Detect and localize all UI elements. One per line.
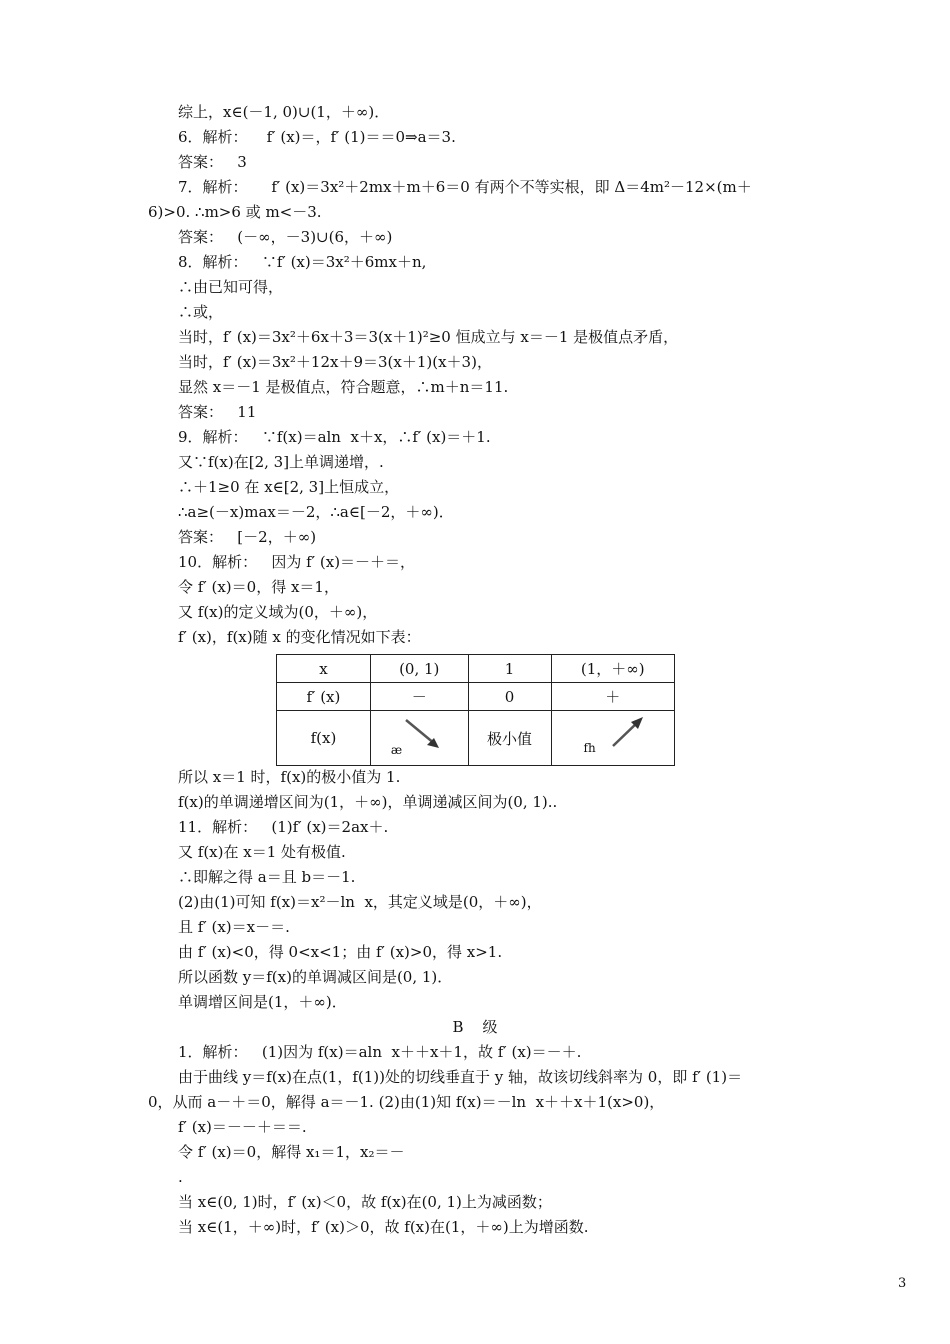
increasing-arrow-icon (610, 715, 646, 749)
table-cell: 1 (468, 655, 551, 683)
table-cell: (1，＋∞) (551, 655, 675, 683)
text-line: 8．解析： ∵f′ (x)＝3x²＋6mx＋n, (178, 253, 427, 271)
text-line: 当时，f′ (x)＝3x²＋12x＋9＝3(x＋1)(x＋3)， (178, 353, 492, 371)
text-line: (2)由(1)可知 f(x)＝x²－ln x，其定义域是(0，＋∞)， (178, 893, 542, 911)
table-cell: f′ (x) (277, 683, 371, 711)
text-line: 单调增区间是(1，＋∞)． (178, 993, 347, 1011)
table-cell: (0, 1) (370, 655, 468, 683)
text-line: 又 f(x)在 x＝1 处有极值. (178, 843, 346, 861)
text-line: f′ (x)＝－－＋＝＝. (178, 1118, 307, 1136)
text-line: 1．解析： (1)因为 f(x)＝aln x＋＋x＋1，故 f′ (x)＝－＋. (178, 1043, 582, 1061)
text-line: 6)>0. ∴m>6 或 m<－3. (148, 203, 322, 221)
text-line: 答案： 11 (178, 403, 257, 421)
text-line: ∴或， (178, 303, 224, 321)
table-cell: f(x) (277, 711, 371, 766)
text-line: f(x)的单调递增区间为(1，＋∞)，单调递减区间为(0, 1).. (178, 793, 558, 811)
text-line: 令 f′ (x)＝0，解得 x₁＝1，x₂＝－ (178, 1143, 405, 1161)
text-line: 7．解析： f′ (x)＝3x²＋2mx＋m＋6＝0 有两个不等实根，即 Δ＝4m²－12×(m＋ (178, 178, 752, 196)
table-cell: ＋ (551, 683, 675, 711)
text-line: 又 f(x)的定义域为(0，＋∞)， (178, 603, 378, 621)
text-line: 又∵f(x)在[2, 3]上单调递增，. (178, 453, 384, 471)
table-row (277, 683, 675, 711)
text-line: 所以 x＝1 时，f(x)的极小值为 1. (178, 768, 401, 786)
table-cell: 0 (468, 683, 551, 711)
text-line: 当时，f′ (x)＝3x²＋6x＋3＝3(x＋1)²≥0 恒成立与 x＝－1 是极值点矛盾， (178, 328, 679, 346)
text-line: 综上，x∈(－1, 0)∪(1，＋∞)． (178, 103, 390, 121)
page-number: 3 (898, 1276, 907, 1291)
text-line: f′ (x)，f(x)随 x 的变化情况如下表： (178, 628, 421, 646)
table-cell: x (277, 655, 371, 683)
text-line: 且 f′ (x)＝x－＝. (178, 918, 290, 936)
table-row (277, 711, 675, 766)
decrease-mark: æ (390, 743, 403, 757)
section-heading: B 级 (452, 1018, 498, 1036)
increasing-cell (551, 711, 675, 766)
increase-mark: fh (583, 741, 596, 755)
decreasing-arrow-icon (403, 717, 443, 751)
variation-table (276, 654, 675, 766)
text-line: 答案： 3 (178, 153, 247, 171)
text-line: . (178, 1168, 183, 1186)
table-cell: 极小值 (468, 711, 551, 766)
text-line: ∴由已知可得， (178, 278, 284, 296)
text-line: 9．解析： ∵f(x)＝aln x＋x，∴f′ (x)＝＋1. (178, 428, 491, 446)
text-line: ∴＋1≥0 在 x∈[2, 3]上恒成立， (178, 478, 400, 496)
text-line: ∴a≥(－x)max＝－2，∴a∈[－2，＋∞)． (178, 503, 454, 521)
text-line: 0，从而 a－＋＝0，解得 a＝－1. (2)由(1)知 f(x)＝－ln x＋＋x＋1(x>0)， (148, 1093, 665, 1111)
text-line: 6．解析： f′ (x)＝，f′ (1)＝＝0⇒a＝3. (178, 128, 456, 146)
text-line: 10．解析： 因为 f′ (x)＝－＋＝， (178, 553, 416, 571)
text-line: 当 x∈(0, 1)时，f′ (x)＜0，故 f(x)在(0, 1)上为减函数； (178, 1193, 552, 1211)
text-line: ∴即解之得 a＝且 b＝－1. (178, 868, 356, 886)
text-line: 显然 x＝－1 是极值点，符合题意，∴m＋n＝11. (178, 378, 509, 396)
text-line: 由 f′ (x)<0，得 0<x<1；由 f′ (x)>0，得 x>1. (178, 943, 503, 961)
table-cell: － (370, 683, 468, 711)
text-line: 由于曲线 y＝f(x)在点(1，f(1))处的切线垂直于 y 轴，故该切线斜率为 0，即 f′ (1)＝ (178, 1068, 743, 1086)
decreasing-cell (370, 711, 468, 766)
table-row (277, 655, 675, 683)
text-line: 令 f′ (x)＝0，得 x＝1， (178, 578, 339, 596)
text-line: 当 x∈(1，＋∞)时，f′ (x)＞0，故 f(x)在(1，＋∞)上为增函数. (178, 1218, 589, 1236)
text-line: 答案： [－2，＋∞) (178, 528, 317, 546)
text-line: 11．解析： (1)f′ (x)＝2ax＋. (178, 818, 389, 836)
text-line: 所以函数 y＝f(x)的单调减区间是(0, 1)． (178, 968, 453, 986)
text-line: 答案： (－∞，－3)∪(6，＋∞) (178, 228, 393, 246)
